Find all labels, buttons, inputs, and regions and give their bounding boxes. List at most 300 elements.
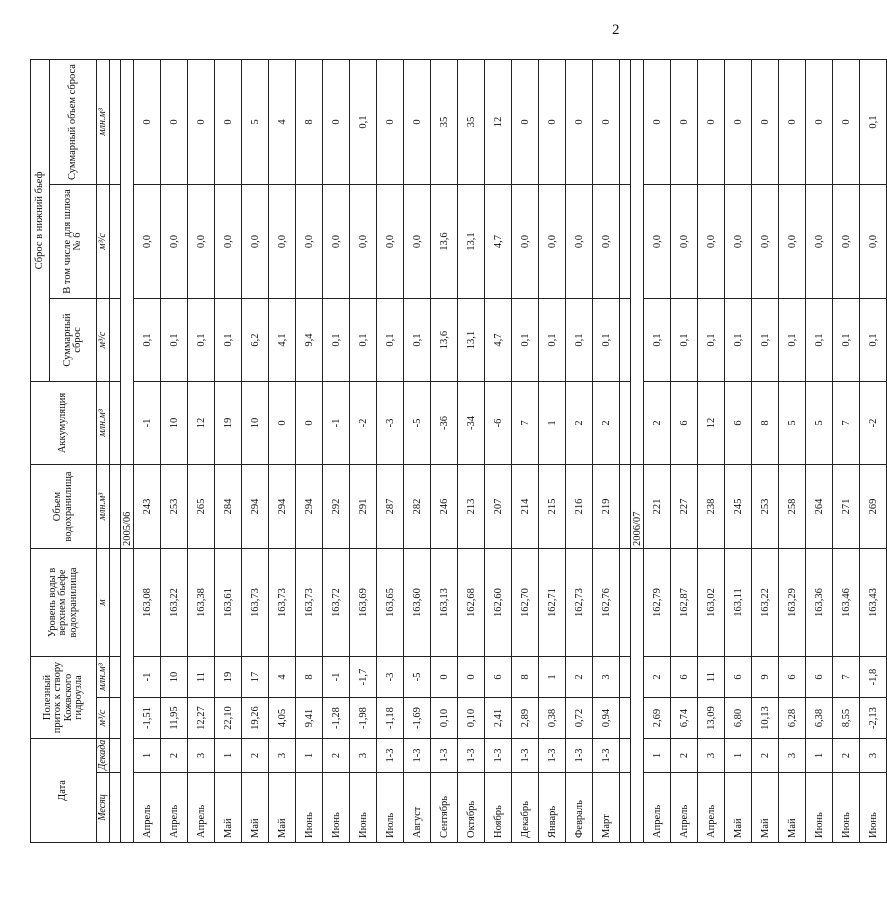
month-cell: Ноябрь bbox=[485, 773, 512, 843]
sluice6-discharge-cell: 0,0 bbox=[323, 185, 350, 299]
total-discharge-cell: 0,1 bbox=[404, 299, 431, 382]
month-cell: Январь bbox=[539, 773, 566, 843]
month-cell: Апрель bbox=[698, 773, 725, 843]
decade-cell: 3 bbox=[350, 739, 377, 773]
unit-sluice6: м³/с bbox=[97, 185, 110, 299]
table-row bbox=[377, 59, 404, 842]
table-row bbox=[779, 59, 806, 842]
accumulation-cell: -36 bbox=[431, 382, 458, 465]
month-cell: Май bbox=[779, 773, 806, 843]
sluice6-discharge-cell: 0,0 bbox=[269, 185, 296, 299]
decade-cell: 1-3 bbox=[485, 739, 512, 773]
level-cell: 163,02 bbox=[698, 549, 725, 657]
accumulation-cell: 5 bbox=[779, 382, 806, 465]
decade-cell: 1-3 bbox=[539, 739, 566, 773]
decade-cell: 1-3 bbox=[566, 739, 593, 773]
inflow-rate-cell: 19,26 bbox=[242, 698, 269, 739]
volume-cell: 269 bbox=[860, 465, 887, 549]
inflow-volume-cell: 6 bbox=[779, 657, 806, 698]
decade-cell: 3 bbox=[860, 739, 887, 773]
accumulation-cell: 0 bbox=[269, 382, 296, 465]
total-discharge-cell: 0,1 bbox=[860, 299, 887, 382]
table-row bbox=[833, 59, 860, 842]
spacer-cell bbox=[110, 739, 121, 773]
total-discharge-header: Суммарный сброс bbox=[50, 299, 97, 382]
decade-cell: 2 bbox=[323, 739, 350, 773]
total-discharge-cell: 0,1 bbox=[698, 299, 725, 382]
level-cell: 163,36 bbox=[806, 549, 833, 657]
rotated-table-container bbox=[30, 60, 879, 843]
level-cell: 163,46 bbox=[833, 549, 860, 657]
decade-cell: 2 bbox=[833, 739, 860, 773]
volume-cell: 265 bbox=[188, 465, 215, 549]
inflow-volume-cell: 6 bbox=[806, 657, 833, 698]
volume-cell: 282 bbox=[404, 465, 431, 549]
total-discharge-cell: 0,1 bbox=[377, 299, 404, 382]
unit-inflow-volume: млн.м³ bbox=[97, 657, 110, 698]
sluice6-discharge-cell: 0,0 bbox=[860, 185, 887, 299]
page-number: 2 bbox=[612, 22, 620, 38]
inflow-volume-cell: 8 bbox=[512, 657, 539, 698]
sluice6-discharge-cell: 0,0 bbox=[512, 185, 539, 299]
month-cell: Декабрь bbox=[512, 773, 539, 843]
total-volume-cell: 0 bbox=[539, 59, 566, 184]
accumulation-cell: -1 bbox=[134, 382, 161, 465]
sluice6-discharge-cell: 0,0 bbox=[566, 185, 593, 299]
level-cell: 163,22 bbox=[752, 549, 779, 657]
spacer-cell bbox=[110, 185, 121, 299]
inflow-volume-cell: -3 bbox=[377, 657, 404, 698]
spacer-cell bbox=[620, 465, 631, 549]
sluice6-header: В том числе для шлюза № 6 bbox=[50, 185, 97, 299]
total-discharge-cell: 0,1 bbox=[671, 299, 698, 382]
table-row bbox=[431, 59, 458, 842]
volume-cell: 291 bbox=[350, 465, 377, 549]
inflow-rate-cell: 13,09 bbox=[698, 698, 725, 739]
total-volume-cell: 0 bbox=[215, 59, 242, 184]
sluice6-discharge-cell: 0,0 bbox=[833, 185, 860, 299]
table-row bbox=[860, 59, 887, 842]
volume-cell: 253 bbox=[161, 465, 188, 549]
inflow-rate-cell: 0,10 bbox=[458, 698, 485, 739]
table-row bbox=[806, 59, 833, 842]
accumulation-cell: 10 bbox=[161, 382, 188, 465]
year-row bbox=[631, 59, 644, 842]
spacer-cell bbox=[620, 698, 631, 739]
total-discharge-cell: 0,1 bbox=[188, 299, 215, 382]
total-volume-cell: 0 bbox=[161, 59, 188, 184]
month-cell: Апрель bbox=[161, 773, 188, 843]
accumulation-cell: 12 bbox=[698, 382, 725, 465]
volume-cell: 243 bbox=[134, 465, 161, 549]
decade-cell: 3 bbox=[188, 739, 215, 773]
spacer-cell bbox=[110, 465, 121, 549]
volume-cell: 227 bbox=[671, 465, 698, 549]
inflow-rate-cell: 2,41 bbox=[485, 698, 512, 739]
inflow-rate-cell: -1,98 bbox=[350, 698, 377, 739]
total-volume-cell: 0 bbox=[698, 59, 725, 184]
total-discharge-cell: 0,1 bbox=[350, 299, 377, 382]
inflow-volume-cell: 6 bbox=[485, 657, 512, 698]
level-cell: 163,69 bbox=[350, 549, 377, 657]
accumulation-cell: -1 bbox=[323, 382, 350, 465]
accumulation-cell: 5 bbox=[806, 382, 833, 465]
inflow-rate-cell: 0,38 bbox=[539, 698, 566, 739]
inflow-volume-cell: 0 bbox=[431, 657, 458, 698]
spacer-cell bbox=[110, 382, 121, 465]
total-volume-cell: 0 bbox=[833, 59, 860, 184]
spacer-cell bbox=[620, 299, 631, 382]
inflow-rate-cell: -1,51 bbox=[134, 698, 161, 739]
accumulation-cell: 1 bbox=[539, 382, 566, 465]
total-volume-cell: 0 bbox=[134, 59, 161, 184]
month-cell: Июнь bbox=[833, 773, 860, 843]
month-cell: Август bbox=[404, 773, 431, 843]
decade-cell: 1-3 bbox=[404, 739, 431, 773]
total-discharge-cell: 0,1 bbox=[566, 299, 593, 382]
accumulation-cell: -2 bbox=[860, 382, 887, 465]
decade-cell: 1-3 bbox=[431, 739, 458, 773]
decade-subheader: Декада bbox=[97, 739, 110, 773]
sluice6-discharge-cell: 0,0 bbox=[134, 185, 161, 299]
total-volume-cell: 0 bbox=[752, 59, 779, 184]
sluice6-discharge-cell: 4,7 bbox=[485, 185, 512, 299]
month-subheader: Месяц bbox=[97, 773, 110, 843]
accumulation-cell: -5 bbox=[404, 382, 431, 465]
spacer-cell bbox=[620, 185, 631, 299]
inflow-rate-cell: 10,13 bbox=[752, 698, 779, 739]
month-cell: Март bbox=[593, 773, 620, 843]
date-header: Дата bbox=[31, 739, 97, 843]
level-cell: 163,11 bbox=[725, 549, 752, 657]
total-volume-cell: 35 bbox=[431, 59, 458, 184]
total-volume-cell: 0 bbox=[806, 59, 833, 184]
inflow-rate-cell: 6,38 bbox=[806, 698, 833, 739]
total-discharge-cell: 0,1 bbox=[539, 299, 566, 382]
unit-total-discharge: м³/с bbox=[97, 299, 110, 382]
month-cell: Апрель bbox=[671, 773, 698, 843]
decade-cell: 1 bbox=[134, 739, 161, 773]
inflow-volume-cell: -1 bbox=[134, 657, 161, 698]
total-discharge-cell: 4,1 bbox=[269, 299, 296, 382]
total-discharge-cell: 13,6 bbox=[431, 299, 458, 382]
month-cell: Февраль bbox=[566, 773, 593, 843]
inflow-rate-cell: -1,28 bbox=[323, 698, 350, 739]
year-spacer-left bbox=[631, 549, 644, 843]
table-row bbox=[566, 59, 593, 842]
accumulation-cell: 8 bbox=[752, 382, 779, 465]
sluice6-discharge-cell: 0,0 bbox=[377, 185, 404, 299]
sluice6-discharge-cell: 0,0 bbox=[188, 185, 215, 299]
volume-cell: 246 bbox=[431, 465, 458, 549]
table-row bbox=[593, 59, 620, 842]
level-cell: 163,29 bbox=[779, 549, 806, 657]
total-volume-cell: 0 bbox=[323, 59, 350, 184]
spacer-row bbox=[620, 59, 631, 842]
total-volume-cell: 8 bbox=[296, 59, 323, 184]
total-volume-cell: 0 bbox=[671, 59, 698, 184]
inflow-volume-cell: 17 bbox=[242, 657, 269, 698]
month-cell: Май bbox=[725, 773, 752, 843]
sluice6-discharge-cell: 0,0 bbox=[671, 185, 698, 299]
inflow-rate-cell: -1,69 bbox=[404, 698, 431, 739]
accumulation-cell: 19 bbox=[215, 382, 242, 465]
year-spacer-right bbox=[121, 59, 134, 464]
sluice6-discharge-cell: 0,0 bbox=[161, 185, 188, 299]
inflow-rate-cell: 6,74 bbox=[671, 698, 698, 739]
inflow-rate-cell: 6,28 bbox=[779, 698, 806, 739]
spacer-cell bbox=[110, 59, 121, 184]
inflow-volume-cell: -1,8 bbox=[860, 657, 887, 698]
volume-cell: 271 bbox=[833, 465, 860, 549]
total-volume-cell: 0 bbox=[566, 59, 593, 184]
month-cell: Май bbox=[215, 773, 242, 843]
level-cell: 163,72 bbox=[323, 549, 350, 657]
sluice6-discharge-cell: 0,0 bbox=[296, 185, 323, 299]
year-spacer-left bbox=[121, 549, 134, 843]
inflow-rate-cell: 4,05 bbox=[269, 698, 296, 739]
inflow-volume-cell: 1 bbox=[539, 657, 566, 698]
decade-cell: 3 bbox=[698, 739, 725, 773]
table-row bbox=[644, 59, 671, 842]
volume-cell: 294 bbox=[269, 465, 296, 549]
total-volume-cell: 35 bbox=[458, 59, 485, 184]
total-discharge-cell: 0,1 bbox=[779, 299, 806, 382]
total-volume-cell: 0 bbox=[644, 59, 671, 184]
sluice6-discharge-cell: 0,0 bbox=[242, 185, 269, 299]
inflow-volume-cell: 6 bbox=[671, 657, 698, 698]
decade-cell: 2 bbox=[671, 739, 698, 773]
sluice6-discharge-cell: 13,6 bbox=[431, 185, 458, 299]
table-body bbox=[110, 59, 887, 842]
table-row bbox=[698, 59, 725, 842]
accumulation-cell: 0 bbox=[296, 382, 323, 465]
accumulation-cell: 7 bbox=[833, 382, 860, 465]
table-row bbox=[725, 59, 752, 842]
month-cell: Май bbox=[752, 773, 779, 843]
level-cell: 162,73 bbox=[566, 549, 593, 657]
level-cell: 163,73 bbox=[269, 549, 296, 657]
level-cell: 162,60 bbox=[485, 549, 512, 657]
total-discharge-cell: 0,1 bbox=[161, 299, 188, 382]
inflow-rate-cell: 0,94 bbox=[593, 698, 620, 739]
month-cell: Июнь bbox=[860, 773, 887, 843]
decade-cell: 1 bbox=[296, 739, 323, 773]
inflow-volume-cell: 11 bbox=[188, 657, 215, 698]
inflow-volume-cell: 9 bbox=[752, 657, 779, 698]
total-discharge-cell: 0,1 bbox=[806, 299, 833, 382]
total-volume-cell: 0 bbox=[779, 59, 806, 184]
level-cell: 162,68 bbox=[458, 549, 485, 657]
inflow-volume-cell: 7 bbox=[833, 657, 860, 698]
spacer-cell bbox=[620, 382, 631, 465]
decade-cell: 1-3 bbox=[593, 739, 620, 773]
sluice6-discharge-cell: 0,0 bbox=[350, 185, 377, 299]
total-volume-cell: 0 bbox=[593, 59, 620, 184]
year-label: 2006/07 bbox=[631, 465, 644, 549]
total-discharge-cell: 0,1 bbox=[134, 299, 161, 382]
total-volume-cell: 5 bbox=[242, 59, 269, 184]
total-volume-cell: 0 bbox=[188, 59, 215, 184]
volume-cell: 214 bbox=[512, 465, 539, 549]
table-row bbox=[671, 59, 698, 842]
inflow-volume-cell: 6 bbox=[725, 657, 752, 698]
volume-cell: 207 bbox=[485, 465, 512, 549]
spacer-cell bbox=[620, 59, 631, 184]
volume-cell: 292 bbox=[323, 465, 350, 549]
accumulation-cell: -3 bbox=[377, 382, 404, 465]
volume-cell: 213 bbox=[458, 465, 485, 549]
level-cell: 163,73 bbox=[296, 549, 323, 657]
spacer-cell bbox=[110, 773, 121, 843]
decade-cell: 1 bbox=[725, 739, 752, 773]
volume-cell: 221 bbox=[644, 465, 671, 549]
level-cell: 163,60 bbox=[404, 549, 431, 657]
decade-cell: 1-3 bbox=[512, 739, 539, 773]
total-volume-header: Суммарный объем сброса bbox=[50, 59, 97, 184]
total-volume-cell: 0,1 bbox=[350, 59, 377, 184]
volume-cell: 264 bbox=[806, 465, 833, 549]
sluice6-discharge-cell: 0,0 bbox=[725, 185, 752, 299]
total-discharge-cell: 0,1 bbox=[593, 299, 620, 382]
inflow-volume-cell: 2 bbox=[566, 657, 593, 698]
accumulation-cell: 6 bbox=[671, 382, 698, 465]
accumulation-cell: 2 bbox=[566, 382, 593, 465]
month-cell: Июнь bbox=[350, 773, 377, 843]
level-cell: 163,65 bbox=[377, 549, 404, 657]
total-discharge-cell: 0,1 bbox=[215, 299, 242, 382]
inflow-volume-cell: 3 bbox=[593, 657, 620, 698]
sluice6-discharge-cell: 0,0 bbox=[806, 185, 833, 299]
month-cell: Май bbox=[242, 773, 269, 843]
total-discharge-cell: 0,1 bbox=[644, 299, 671, 382]
level-cell: 162,76 bbox=[593, 549, 620, 657]
volume-cell: 245 bbox=[725, 465, 752, 549]
month-cell: Апрель bbox=[188, 773, 215, 843]
volume-cell: 258 bbox=[779, 465, 806, 549]
decade-cell: 1 bbox=[806, 739, 833, 773]
sluice6-discharge-cell: 0,0 bbox=[779, 185, 806, 299]
inflow-rate-cell: 0,72 bbox=[566, 698, 593, 739]
month-cell: Сентябрь bbox=[431, 773, 458, 843]
level-cell: 163,61 bbox=[215, 549, 242, 657]
accumulation-cell: 10 bbox=[242, 382, 269, 465]
unit-inflow-rate: м³/с bbox=[97, 698, 110, 739]
total-volume-cell: 12 bbox=[485, 59, 512, 184]
level-cell: 163,13 bbox=[431, 549, 458, 657]
table-row bbox=[458, 59, 485, 842]
inflow-rate-cell: 9,41 bbox=[296, 698, 323, 739]
table-row bbox=[323, 59, 350, 842]
accumulation-cell: 6 bbox=[725, 382, 752, 465]
level-cell: 162,79 bbox=[644, 549, 671, 657]
volume-cell: 216 bbox=[566, 465, 593, 549]
table-row bbox=[485, 59, 512, 842]
sluice6-discharge-cell: 0,0 bbox=[644, 185, 671, 299]
inflow-volume-cell: 8 bbox=[296, 657, 323, 698]
inflow-volume-cell: 2 bbox=[644, 657, 671, 698]
accumulation-cell: 12 bbox=[188, 382, 215, 465]
total-discharge-cell: 0,1 bbox=[833, 299, 860, 382]
level-header: Уровень воды в верхнем бьефе водохранилища bbox=[31, 549, 97, 657]
level-cell: 162,70 bbox=[512, 549, 539, 657]
total-discharge-cell: 0,1 bbox=[725, 299, 752, 382]
total-discharge-cell: 9,4 bbox=[296, 299, 323, 382]
inflow-volume-cell: 11 bbox=[698, 657, 725, 698]
sluice6-discharge-cell: 0,0 bbox=[539, 185, 566, 299]
total-discharge-cell: 0,1 bbox=[323, 299, 350, 382]
inflow-volume-cell: 0 bbox=[458, 657, 485, 698]
total-volume-cell: 0 bbox=[725, 59, 752, 184]
accumulation-cell: -34 bbox=[458, 382, 485, 465]
total-discharge-cell: 4,7 bbox=[485, 299, 512, 382]
spacer-cell bbox=[110, 698, 121, 739]
inflow-volume-cell: -5 bbox=[404, 657, 431, 698]
table-row bbox=[539, 59, 566, 842]
decade-cell: 1 bbox=[215, 739, 242, 773]
month-cell: Июнь bbox=[296, 773, 323, 843]
accumulation-cell: 2 bbox=[593, 382, 620, 465]
table-row bbox=[296, 59, 323, 842]
decade-cell: 2 bbox=[161, 739, 188, 773]
table-row bbox=[752, 59, 779, 842]
inflow-volume-cell: 4 bbox=[269, 657, 296, 698]
level-cell: 163,38 bbox=[188, 549, 215, 657]
year-label: 2005/06 bbox=[121, 465, 134, 549]
total-discharge-cell: 13,1 bbox=[458, 299, 485, 382]
spacer-cell bbox=[620, 773, 631, 843]
month-cell: Май bbox=[269, 773, 296, 843]
sluice6-discharge-cell: 0,0 bbox=[698, 185, 725, 299]
decade-cell: 1-3 bbox=[377, 739, 404, 773]
reservoir-table bbox=[30, 59, 887, 843]
decade-cell: 2 bbox=[242, 739, 269, 773]
inflow-volume-cell: -1,7 bbox=[350, 657, 377, 698]
table-row bbox=[188, 59, 215, 842]
inflow-volume-cell: -1 bbox=[323, 657, 350, 698]
spacer-cell bbox=[110, 657, 121, 698]
total-volume-cell: 0 bbox=[404, 59, 431, 184]
total-volume-cell: 4 bbox=[269, 59, 296, 184]
level-cell: 163,73 bbox=[242, 549, 269, 657]
total-discharge-cell: 6,2 bbox=[242, 299, 269, 382]
volume-cell: 238 bbox=[698, 465, 725, 549]
discharge-header: Сброс в нижний бьеф bbox=[31, 59, 50, 381]
inflow-rate-cell: 2,69 bbox=[644, 698, 671, 739]
inflow-rate-cell: 2,89 bbox=[512, 698, 539, 739]
level-cell: 163,08 bbox=[134, 549, 161, 657]
spacer-cell bbox=[110, 299, 121, 382]
month-cell: Апрель bbox=[134, 773, 161, 843]
table-row bbox=[350, 59, 377, 842]
level-cell: 162,87 bbox=[671, 549, 698, 657]
table-row bbox=[269, 59, 296, 842]
inflow-rate-cell: 8,55 bbox=[833, 698, 860, 739]
inflow-volume-cell: 10 bbox=[161, 657, 188, 698]
month-cell: Октябрь bbox=[458, 773, 485, 843]
inflow-rate-cell: 0,10 bbox=[431, 698, 458, 739]
table-row bbox=[215, 59, 242, 842]
sluice6-discharge-cell: 0,0 bbox=[215, 185, 242, 299]
decade-cell: 3 bbox=[779, 739, 806, 773]
sluice6-discharge-cell: 0,0 bbox=[593, 185, 620, 299]
unit-level: м bbox=[97, 549, 110, 657]
month-cell: Июнь bbox=[323, 773, 350, 843]
decade-cell: 1-3 bbox=[458, 739, 485, 773]
accumulation-header: Аккумуляция bbox=[31, 382, 97, 465]
sluice6-discharge-cell: 13,1 bbox=[458, 185, 485, 299]
inflow-rate-cell: -2,13 bbox=[860, 698, 887, 739]
